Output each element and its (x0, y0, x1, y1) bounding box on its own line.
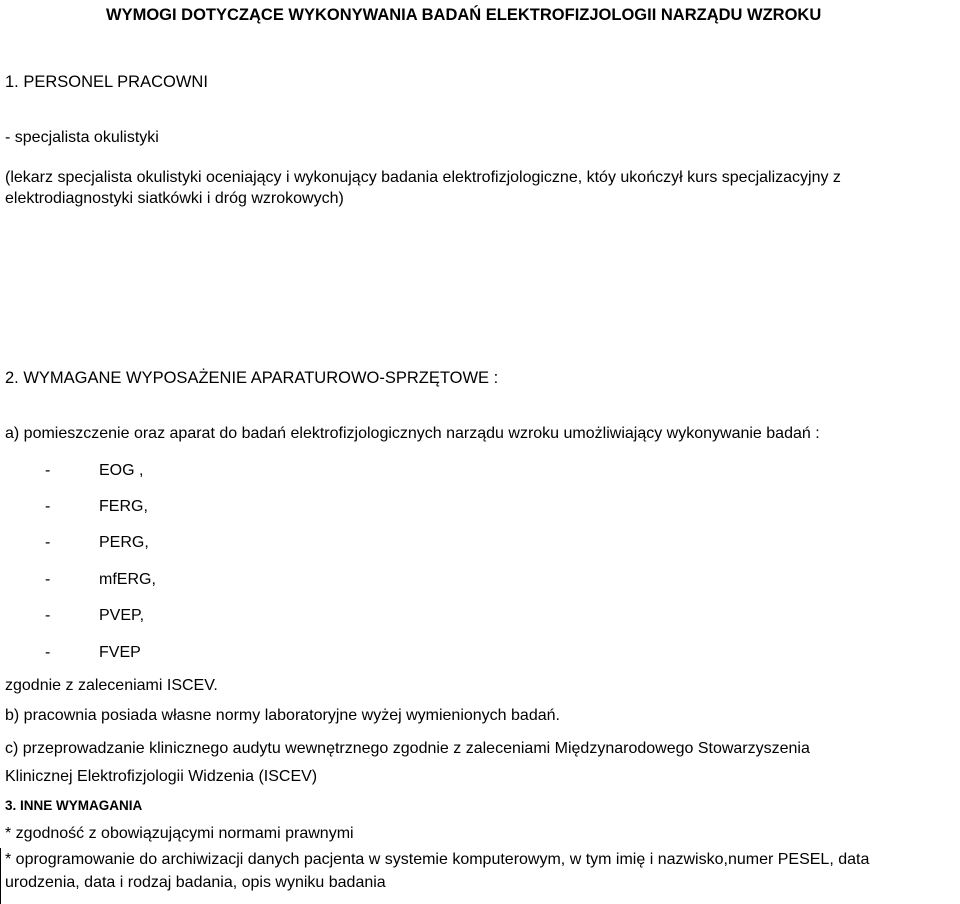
list-dash: - (45, 498, 51, 515)
test-name: PVEP, (99, 607, 145, 624)
margin-border-line (0, 848, 1, 904)
section-2-item-b: b) pracownia posiada własne normy laboratoryjne wyżej wymienionych badań. (5, 707, 560, 724)
list-dash: - (45, 607, 51, 624)
test-name: FERG, (99, 498, 148, 515)
section-1-item: - specjalista okulistyki (5, 129, 159, 146)
test-name: mfERG, (99, 571, 156, 588)
test-name: FVEP (99, 644, 141, 661)
section-2-item-a: a) pomieszczenie oraz aparat do badań elektrofizjologicznych narządu wzroku umożliwiający wykonywanie badań : (5, 425, 820, 442)
section-3-heading: 3. INNE WYMAGANIA (5, 798, 143, 813)
list-dash: - (45, 644, 51, 661)
section-1-description-line-1: (lekarz specjalista okulistyki oceniający i wykonujący badania elektrofizjologiczne, któy ukończył kurs specjalizacyjny z (5, 169, 841, 186)
section-3-requirement-1: * zgodność z obowiązującymi normami prawnymi (5, 825, 354, 842)
list-dash: - (45, 571, 51, 588)
compliance-note: zgodnie z zaleceniami ISCEV. (5, 677, 218, 694)
section-3-requirement-2-line-2: urodzenia, data i rodzaj badania, opis wyniku badania (5, 874, 386, 891)
section-1-heading: 1. PERSONEL PRACOWNI (5, 73, 208, 91)
section-2-item-c-line-1: c) przeprowadzanie klinicznego audytu wewnętrznego zgodnie z zaleceniami Międzynarodowego Stowarzyszenia (5, 740, 810, 757)
list-dash: - (45, 534, 51, 551)
test-name: PERG, (99, 534, 149, 551)
section-1-description-line-2: elektrodiagnostyki siatkówki i dróg wzrokowych) (5, 190, 344, 207)
list-dash: - (45, 462, 51, 479)
section-2-item-c-line-2: Klinicznej Elektrofizjologii Widzenia (ISCEV) (5, 768, 318, 785)
section-3-requirement-2-line-1: * oprogramowanie do archiwizacji danych pacjenta w systemie komputerowym, w tym imię i nazwisko,numer PESEL, data (5, 851, 870, 868)
document-title: WYMOGI DOTYCZĄCE WYKONYWANIA BADAŃ ELEKTROFIZJOLOGII NARZĄDU WZROKU (106, 6, 822, 24)
section-2-heading: 2. WYMAGANE WYPOSAŻENIE APARATUROWO-SPRZĘTOWE : (5, 369, 499, 387)
test-name: EOG , (99, 462, 144, 479)
